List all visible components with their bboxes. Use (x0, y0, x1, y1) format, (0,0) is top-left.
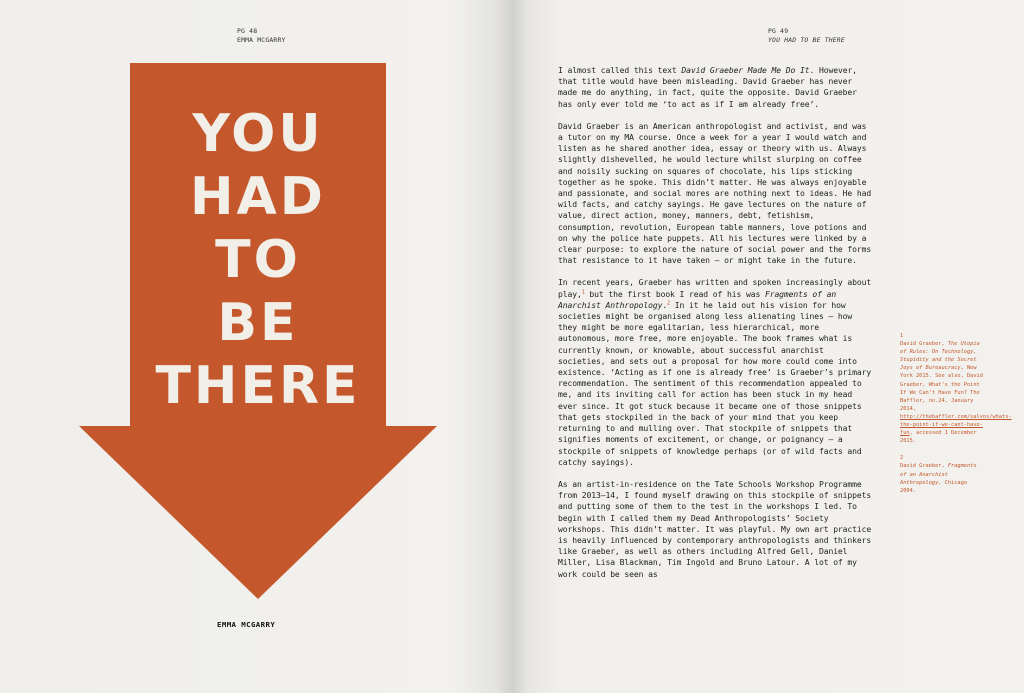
footnote-1 (900, 332, 1012, 445)
arrow-title-line: HAD (190, 167, 326, 227)
footnote-number: 1 (900, 333, 904, 339)
running-author: EMMA MCGARRY (237, 36, 286, 44)
arrow-title-line: YOU (192, 104, 324, 164)
italic-title: Fragments of an Anarchist Anthropology (558, 289, 837, 310)
italic-title: Fragments of an Anarchist Anthropology (900, 463, 977, 486)
footnote-ref-2[interactable]: 2 (667, 300, 671, 307)
paragraph (558, 65, 874, 110)
footnotes (900, 332, 1012, 504)
running-header-left (237, 27, 286, 45)
footnote-ref-1[interactable]: 1 (581, 288, 585, 295)
paragraph (558, 277, 874, 467)
italic-title: David Graeber Made Me Do It (681, 66, 810, 75)
footnote-2 (900, 454, 984, 494)
page-number-right: PG 49 (768, 27, 789, 35)
italic-title: The Utopia of Rules: On Technology, Stupidity and the Secret Joys of Bureaucracy (900, 341, 980, 372)
text-run: . However, that title would have been misleading. David Graeber has never made me do anything, in fact, quite the opposite. David Graeber has only ever told me ‘to act as if I am already free’. (558, 66, 857, 109)
text-run: I almost called this text (558, 66, 682, 75)
text-run: , New York 2015. See also, David Graeber, What’s the Point If We Can’t Have Fun? The Baffler, no.24, January 2014, (900, 365, 983, 412)
arrow-title (79, 103, 437, 418)
running-title: YOU HAD TO BE THERE (768, 36, 845, 44)
arrow-title-line: BE (217, 293, 299, 353)
text-run: but the first book I read of his was (584, 289, 765, 299)
article-body (558, 65, 874, 591)
text-run: , accessed 1 December 2015. (900, 430, 977, 445)
right-page (512, 0, 1024, 693)
page-number-left: PG 48 (237, 27, 258, 35)
text-run: , Chicago 2004. (900, 479, 967, 494)
arrow-title-line: THERE (155, 356, 361, 416)
footnote-number: 2 (900, 455, 904, 462)
text-run: . (662, 300, 668, 310)
running-header-right (768, 27, 845, 45)
text-run: In it he laid out his vision for how societies might be organised along less alienating lines – how they might be more egalitarian, less hierarchical, more autonomous, more free, more enjoyable. The book frames what is currently known, or knowable, about successful anarchist societies, and sets out a proposal for how more could come into existence. ‘Acting as if one is already free’ is Graeber’s primary recommendation. The sentiment of this recommendation appealed to me, and its inviting call for action has been stuck in my head ever since. It got stuck because it became one of those snippets that gets stockpiled in the back of your mind that you keep returning to and mulling over. That stockpile of snippets that signifies moments of excitement, or change, or poignancy – a stockpile of snippets of knowledge perhaps (or of wild facts and catchy sayings). (558, 300, 872, 467)
paragraph: As an artist-in-residence on the Tate Schools Workshop Programme from 2013–14, I found myself drawing on this stockpile of snippets and putting some of them to the test in the workshops I led. To begin with I called them my Dead Anthropologists’ Society workshops. This didn’t matter. It was playful. My own art practice is heavily influenced by contemporary anthropologists and thinkers like Graeber, as well as others including Alfred Gell, Daniel Miller, Lisa Blackman, Tim Ingold and Bruno Latour. A lot of my work could be seen as (558, 479, 872, 579)
text-run: In recent years, Graeber has written and spoken increasingly about play, (558, 278, 872, 299)
footnote-link[interactable]: http://thebaffler.com/salvos/whats-the-point-if-we-cant-have-fun (900, 413, 1012, 437)
text-run: David Graeber, (900, 341, 948, 348)
text-run: David Graeber, (900, 463, 948, 470)
arrow-title-line: TO (215, 230, 301, 290)
author-name: EMMA MCGARRY (217, 620, 276, 629)
down-arrow-graphic (79, 63, 437, 599)
paragraph: David Graeber is an American anthropologist and activist, and was a tutor on my MA course. Once a week for a year I would watch and listen as he shared another idea, essay or theory with us. Always slightly dishevelled, he would lecture whilst slurping on coffee and noisily sucking on squares of chocolate, his lips sticking together as he spoke. This didn’t matter. He was always enjoyable and passionate, and social mores are nothing next to ideas. He had wild facts, and catchy sayings. He gave lectures on the nature of value, direct action, money, manners, debt, fetishism, consumption, revolution, European table manners, love potions and on why the police hate puppets. All his lectures were linked by a clear purpose: to explore the nature of social power and the forms that resistance to it have taken – or might take in the future. (558, 121, 872, 266)
